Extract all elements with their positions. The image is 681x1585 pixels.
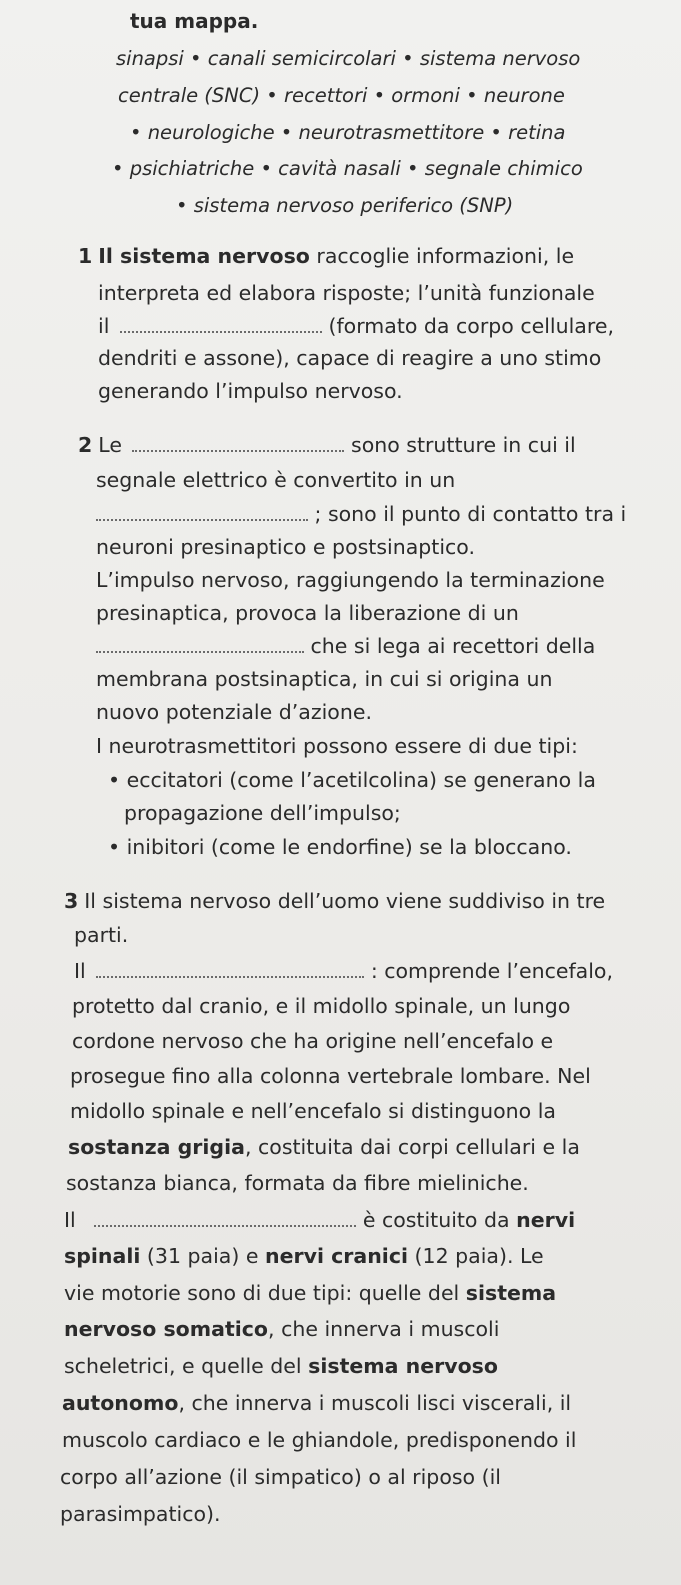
exercise-3-line: sostanza grigia, costituita dai corpi cellulari e la bbox=[68, 1135, 580, 1159]
wordbank-line: centrale (SNC) • recettori • ormoni • neurone bbox=[118, 84, 565, 107]
exercise-2-line: ; sono il punto di contatto tra i bbox=[96, 501, 626, 527]
bold-term: Il sistema nervoso bbox=[98, 244, 310, 268]
exercise-2-line: L’impulso nervoso, raggiungendo la terminazione bbox=[96, 568, 605, 592]
exercise-1-line: interpreta ed elabora risposte; l’unità funzionale bbox=[98, 281, 595, 305]
exercise-2-line: nuovo potenziale d’azione. bbox=[96, 700, 372, 724]
bullet-item: • eccitatori (come l’acetilcolina) se generano la bbox=[108, 768, 596, 792]
exercise-3-line: 3 Il sistema nervoso dell’uomo viene suddiviso in tre bbox=[64, 889, 606, 913]
exercise-3-line: autonomo, che innerva i muscoli lisci viscerali, il bbox=[62, 1391, 572, 1415]
bold-term: sostanza grigia bbox=[68, 1135, 245, 1159]
exercise-3-line: spinali (31 paia) e nervi cranici (12 paia). Le bbox=[64, 1244, 544, 1268]
bold-term: nervoso somatico bbox=[64, 1317, 269, 1341]
exercise-3-line: parti. bbox=[74, 923, 129, 947]
exercise-1-line: 1 Il sistema nervoso raccoglie informazioni, le bbox=[78, 244, 575, 268]
exercise-3-line: sostanza bianca, formata da fibre mieliniche. bbox=[66, 1171, 529, 1195]
exercise-2-line: che si lega ai recettori della bbox=[96, 633, 595, 659]
wordbank-line: • neurologiche • neurotrasmettitore • retina bbox=[130, 121, 566, 144]
exercise-2-line: segnale elettrico è convertito in un bbox=[96, 468, 456, 492]
fill-in-blank[interactable] bbox=[132, 433, 344, 452]
fill-in-blank[interactable] bbox=[94, 1208, 356, 1227]
exercise-3-line: Il è costituito da nervi bbox=[64, 1208, 576, 1232]
section-heading: tua mappa. bbox=[130, 9, 259, 33]
bold-term: nervi cranici bbox=[264, 1244, 409, 1268]
fill-in-blank[interactable] bbox=[120, 314, 322, 333]
bold-term: nervi bbox=[516, 1208, 576, 1232]
exercise-3-line: corpo all’azione (il simpatico) o al riposo (il bbox=[60, 1465, 501, 1489]
exercise-3-line: cordone nervoso che ha origine nell’encefalo e bbox=[72, 1029, 554, 1053]
exercise-1-line: generando l’impulso nervoso. bbox=[98, 379, 403, 403]
fill-in-blank[interactable] bbox=[96, 634, 304, 653]
exercise-3-line: nervoso somatico, che innerva i muscoli bbox=[64, 1317, 500, 1341]
bullet-item: • inibitori (come le endorfine) se la bloccano. bbox=[108, 835, 572, 859]
wordbank-line: sinapsi • canali semicircolari • sistema nervoso bbox=[116, 47, 581, 70]
exercise-3-line: midollo spinale e nell’encefalo si distinguono la bbox=[70, 1099, 556, 1123]
bold-term: sistema bbox=[465, 1281, 557, 1305]
exercise-2-line: 2 Le sono strutture in cui il bbox=[78, 433, 576, 457]
exercise-1-line: dendriti e assone), capace di reagire a uno stimo bbox=[98, 346, 602, 370]
fill-in-blank[interactable] bbox=[96, 502, 308, 521]
exercise-3-line: scheletrici, e quelle del sistema nervoso bbox=[64, 1354, 498, 1378]
exercise-2-line: membrana postsinaptica, in cui si origina un bbox=[96, 667, 553, 691]
exercise-2-line: presinaptica, provoca la liberazione di un bbox=[96, 601, 519, 625]
exercise-3-line: Il : comprende l’encefalo, bbox=[74, 959, 613, 983]
exercise-2-line: I neurotrasmettitori possono essere di due tipi: bbox=[96, 734, 578, 758]
exercise-3-line: protetto dal cranio, e il midollo spinale, un lungo bbox=[72, 994, 571, 1018]
exercise-3-line: prosegue fino alla colonna vertebrale lombare. Nel bbox=[70, 1064, 591, 1088]
exercise-3-line: parasimpatico). bbox=[60, 1502, 221, 1526]
exercise-1-line: il (formato da corpo cellulare, bbox=[98, 314, 614, 338]
exercise-number: 1 bbox=[78, 244, 93, 268]
exercise-3-line: vie motorie sono di due tipi: quelle del sistema bbox=[64, 1281, 557, 1305]
exercise-number: 3 bbox=[64, 889, 79, 913]
bullet-item: propagazione dell’impulso; bbox=[124, 801, 401, 825]
fill-in-blank[interactable] bbox=[96, 959, 364, 978]
exercise-3-line: muscolo cardiaco e le ghiandole, predisponendo il bbox=[62, 1428, 577, 1452]
exercise-number: 2 bbox=[78, 433, 93, 457]
wordbank-line: • psichiatriche • cavità nasali • segnale chimico bbox=[112, 157, 583, 180]
wordbank-line: • sistema nervoso periferico (SNP) bbox=[176, 194, 514, 217]
exercise-2-line: neuroni presinaptico e postsinaptico. bbox=[96, 535, 475, 559]
bold-term: spinali bbox=[64, 1244, 141, 1268]
bold-term: autonomo bbox=[62, 1391, 179, 1415]
bold-term: sistema nervoso bbox=[308, 1354, 498, 1378]
